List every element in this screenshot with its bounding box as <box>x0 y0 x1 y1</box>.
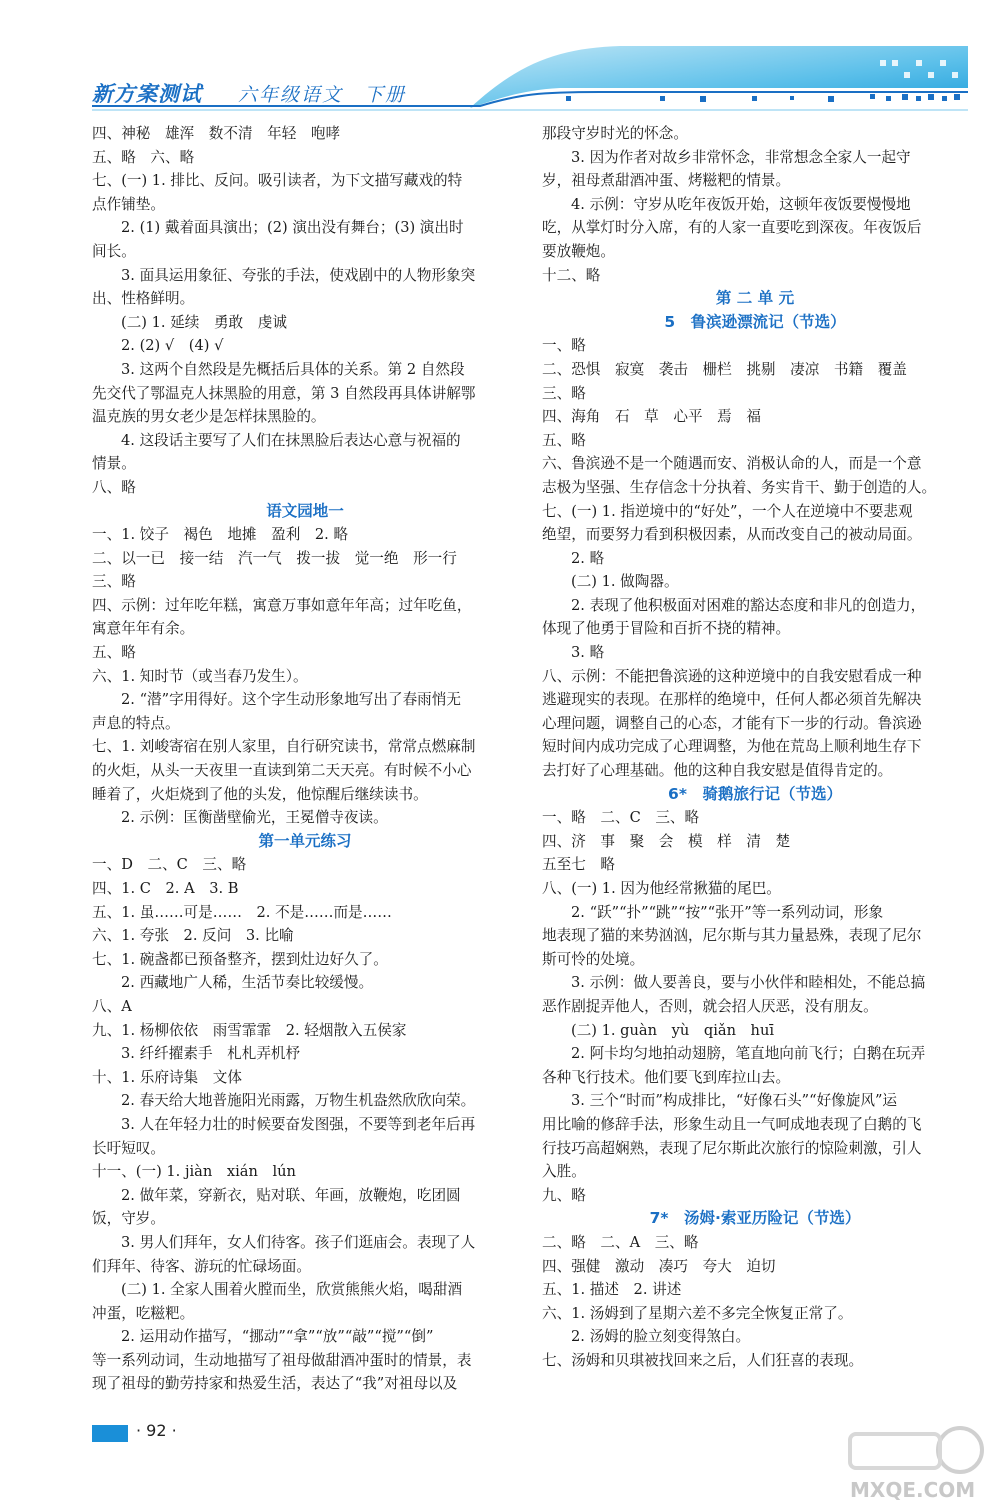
answer-line: 一、1. 饺子 褐色 地摊 盈利 2. 略 <box>92 526 349 544</box>
answer-line: 斯可怜的处境。 <box>542 950 645 968</box>
answer-line: 七、1. 刘峻寄宿在别人家里，自行研究读书，常常点燃麻制 <box>92 738 476 756</box>
answer-line: 间长。 <box>92 242 136 260</box>
page-number: · 92 · <box>136 1421 177 1440</box>
answer-line: 二、恐惧 寂寞 袭击 栅栏 挑剔 凄凉 书籍 覆盖 <box>542 360 907 378</box>
section-heading: 第一单元练习 <box>258 831 352 850</box>
section-heading: 5 鲁滨逊漂流记（节选） <box>664 312 846 331</box>
answer-line: 三、略 <box>92 573 136 591</box>
answer-line: 十二、略 <box>542 266 601 284</box>
answer-line: 寓意年年有余。 <box>92 620 195 638</box>
book-title: 新方案测试 <box>92 82 202 106</box>
answer-line: 五、略 六、略 <box>92 148 195 166</box>
answer-line: 入胜。 <box>542 1163 586 1181</box>
answer-line: 3. 略 <box>571 644 605 662</box>
answer-line: 九、略 <box>542 1186 586 1204</box>
answer-line: 2. 示例：匡衡凿壁偷光，王冕僧寺夜读。 <box>121 809 388 827</box>
answer-line: 七、1. 碗盏都已预备整齐，摆到灶边好久了。 <box>92 950 388 968</box>
answer-line: 那段守岁时光的怀念。 <box>542 125 688 142</box>
footer-bar <box>92 1425 128 1442</box>
answer-line: 2. 运用动作描写，“挪动”“拿”“放”“敲”“搅”“倒” <box>121 1328 434 1346</box>
answer-line: 4. 示例：守岁从吃年夜饭开始，这顿年夜饭要慢慢地 <box>571 195 911 213</box>
answer-line: 用比喻的修辞手法，形象生动且一气呵成地表现了白鹅的飞 <box>542 1115 922 1133</box>
answer-line: 3. 示例：做人要善良，要与小伙伴和睦相处，不能总搞 <box>571 974 926 992</box>
answer-line: 2. “跃”“扑”“跳”“按”“张开”等一系列动词，形象 <box>571 903 884 921</box>
answer-line: 十、1. 乐府诗集 文体 <box>92 1068 242 1086</box>
answer-line: 七、汤姆和贝琪被找回来之后，人们狂喜的表现。 <box>542 1351 864 1369</box>
answer-line: 长吁短叹。 <box>92 1139 165 1157</box>
section-heading: 语文园地一 <box>266 501 344 520</box>
answer-line: 五至七 略 <box>542 856 615 874</box>
answer-line: 绝望，而要努力看到积极因素，从而改变自己的被动局面。 <box>542 526 922 544</box>
answer-line: 声息的特点。 <box>92 714 180 732</box>
answer-line: 现了祖母的勤劳持家和热爱生活，表达了“我”对祖母以及 <box>92 1375 458 1393</box>
answer-line: 逃避现实的表现。在那样的绝境中，任何人都必须首先解决 <box>542 691 922 709</box>
answer-line: 们拜年、待客、游玩的忙碌场面。 <box>92 1257 311 1275</box>
answer-line: 3. 面具运用象征、夸张的手法，使戏剧中的人物形象突 <box>121 266 476 284</box>
answer-line: 一、略 二、C 三、略 <box>542 809 700 827</box>
book-subtitle: 六年级语文 下册 <box>238 84 407 106</box>
answer-line: 志极为坚强、生存信念十分执着、务实肯干、勤于创造的人。 <box>542 478 937 496</box>
section-heading: 7* 汤姆·索亚历险记（节选） <box>649 1209 861 1228</box>
answer-line: 体现了他勇于冒险和百折不挠的精神。 <box>542 620 791 638</box>
page-header <box>0 0 1000 120</box>
answer-line: 2. 西藏地广人稀，生活节奏比较缓慢。 <box>121 974 374 992</box>
answer-line: 五、略 <box>542 431 586 449</box>
answer-line: 2. 春天给大地普施阳光雨露，万物生机盎然欣欣向荣。 <box>121 1092 476 1110</box>
answer-line: 先交代了鄂温克人抹黑脸的用意，第 3 自然段再具体讲解鄂 <box>92 384 476 402</box>
answer-line: (二) 1. 延续 勇敢 虔诚 <box>121 313 287 331</box>
answer-line: 岁，祖母煮甜酒冲蛋、烤糍粑的情景。 <box>542 172 791 190</box>
answer-line: 十一、(一) 1. jiàn xián lún <box>92 1163 296 1181</box>
answer-line: 2. 阿卡均匀地拍动翅膀，笔直地向前飞行；白鹅在玩弄 <box>571 1045 926 1063</box>
answer-line: 行技巧高超娴熟，表现了尼尔斯此次旅行的惊险刺激，引人 <box>542 1139 922 1157</box>
answer-line: 2. “潜”字用得好。这个字生动形象地写出了春雨悄无 <box>121 691 461 709</box>
answer-line: 的火炬，从头一天夜里一直读到第二天天亮。有时候不小心 <box>92 762 472 780</box>
answer-line: 3. 人在年轻力壮的时候要奋发图强，不要等到老年后再 <box>121 1115 476 1133</box>
right-column <box>542 122 968 1372</box>
answer-line: (二) 1. 做陶器。 <box>571 573 679 591</box>
answer-line: 短时间内成功完成了心理调整，为他在荒岛上顺利地生存下 <box>542 738 922 756</box>
answer-line: 冲蛋，吃糍粑。 <box>92 1304 195 1322</box>
answer-line: 七、(一) 1. 排比、反问。吸引读者，为下文描写藏戏的特 <box>92 172 463 190</box>
answer-line: 2. (2) √ (4) √ <box>121 337 224 355</box>
answer-line: 六、1. 夸张 2. 反问 3. 比喻 <box>92 927 294 945</box>
answer-line: 睡着了，火炬烧到了他的头发，他惊醒后继续读书。 <box>92 785 428 803</box>
answer-line: 3. 这两个自然段是先概括后具体的关系。第 2 自然段 <box>121 360 465 378</box>
answer-line: 八、略 <box>92 478 136 496</box>
answer-line: 2. 汤姆的脸立刻变得煞白。 <box>571 1328 751 1346</box>
answer-line: 八、示例：不能把鲁滨逊的这种逆境中的自我安慰看成一种 <box>542 667 922 685</box>
answer-line: 温克族的男女老少是怎样抹黑脸的。 <box>92 408 326 426</box>
answer-line: 去打好了心理基础。他的这种自我安慰是值得肯定的。 <box>542 762 893 780</box>
left-column <box>92 122 518 1396</box>
answer-line: 2. 略 <box>571 549 605 567</box>
answer-line: 四、神秘 雄浑 数不清 年轻 咆哮 <box>92 125 341 142</box>
answer-line: 六、1. 汤姆到了星期六差不多完全恢复正常了。 <box>542 1304 853 1322</box>
answer-line: 六、鲁滨逊不是一个随遇而安、消极认命的人，而是一个意 <box>542 455 922 473</box>
answer-line: 五、1. 虽……可是…… 2. 不是……而是…… <box>92 903 392 921</box>
answer-line: 五、1. 描述 2. 讲述 <box>542 1281 682 1299</box>
answer-line: 九、1. 杨柳依依 雨雪霏霏 2. 轻烟散入五侯家 <box>92 1021 407 1039</box>
section-heading: 6* 骑鹅旅行记（节选） <box>668 784 842 803</box>
answer-line: 情景。 <box>92 455 136 473</box>
answer-line: 各种飞行技术。他们要飞到库拉山去。 <box>542 1068 791 1086</box>
watermark-text: MXQE.COM <box>850 1478 976 1502</box>
answer-line: (二) 1. 全家人围着火膛而坐，欣赏熊熊火焰，喝甜酒 <box>121 1281 463 1299</box>
answer-line: 一、略 <box>542 337 586 355</box>
answer-line: 八、(一) 1. 因为他经常揪猫的尾巴。 <box>542 880 781 897</box>
answer-line: 3. 男人们拜年，女人们待客。孩子们逛庙会。表现了人 <box>121 1233 476 1251</box>
answer-line: 心理问题，调整自己的心态，才能有下一步的行动。鲁滨逊 <box>542 714 922 732</box>
answer-line: 四、济 事 聚 会 模 样 清 楚 <box>542 832 791 850</box>
answer-line: 4. 这段话主要写了人们在抹黑脸后表达心意与祝福的 <box>121 431 461 449</box>
answer-line: 四、海角 石 草 心平 焉 福 <box>542 408 761 426</box>
answer-line: 3. 纤纤擢素手 札札弄机杼 <box>121 1045 301 1063</box>
answer-line: 要放鞭炮。 <box>542 242 615 260</box>
section-heading: 第 二 单 元 <box>715 289 795 308</box>
answer-line: 二、略 二、A 三、略 <box>542 1233 699 1251</box>
answer-line: 四、强健 激动 凑巧 夸大 迫切 <box>542 1257 776 1275</box>
answer-line: 点作铺垫。 <box>92 195 165 213</box>
answer-line: 七、(一) 1. 指逆境中的“好处”，一个人在逆境中不要悲观 <box>542 502 913 520</box>
answer-line: 四、示例：过年吃年糕，寓意万事如意年年高；过年吃鱼， <box>92 596 472 614</box>
answer-line: 等一系列动词，生动地描写了祖母做甜酒冲蛋时的情景，表 <box>92 1351 472 1369</box>
answer-line: 五、略 <box>92 644 136 662</box>
answer-line: 六、1. 知时节（或当春乃发生）。 <box>92 667 308 685</box>
answer-line: 一、D 二、C 三、略 <box>92 856 247 874</box>
answer-line: 八、A <box>92 997 132 1015</box>
answer-line: (二) 1. guàn yù qiǎn huī <box>571 1021 775 1039</box>
answer-line: 二、以一已 接一结 汽一气 拨一拔 觉一绝 形一行 <box>92 549 457 567</box>
answer-line: 2. 做年菜，穿新衣，贴对联、年画，放鞭炮，吃团圆 <box>121 1186 461 1204</box>
answer-line: 3. 三个“时而”构成排比，“好像石头”“好像旋风”运 <box>571 1092 898 1110</box>
answer-line: 出、性格鲜明。 <box>92 290 195 308</box>
answer-line: 地表现了猫的来势汹汹，尼尔斯与其力量悬殊，表现了尼尔 <box>542 927 922 945</box>
answer-line: 四、1. C 2. A 3. B <box>92 880 239 897</box>
answer-line: 饭，守岁。 <box>92 1210 165 1228</box>
answer-line: 2. (1) 戴着面具演出；(2) 演出没有舞台；(3) 演出时 <box>121 219 464 237</box>
answer-line: 三、略 <box>542 384 586 402</box>
answer-line: 3. 因为作者对故乡非常怀念，非常想念全家人一起守 <box>571 148 911 166</box>
answer-line: 2. 表现了他积极面对困难的豁达态度和非凡的创造力， <box>571 596 926 614</box>
answer-line: 吃，从掌灯时分入席，有的人家一直要吃到深夜。年夜饭后 <box>542 219 922 237</box>
answer-line: 恶作剧捉弄他人，否则，就会招人厌恶，没有朋友。 <box>542 997 878 1015</box>
